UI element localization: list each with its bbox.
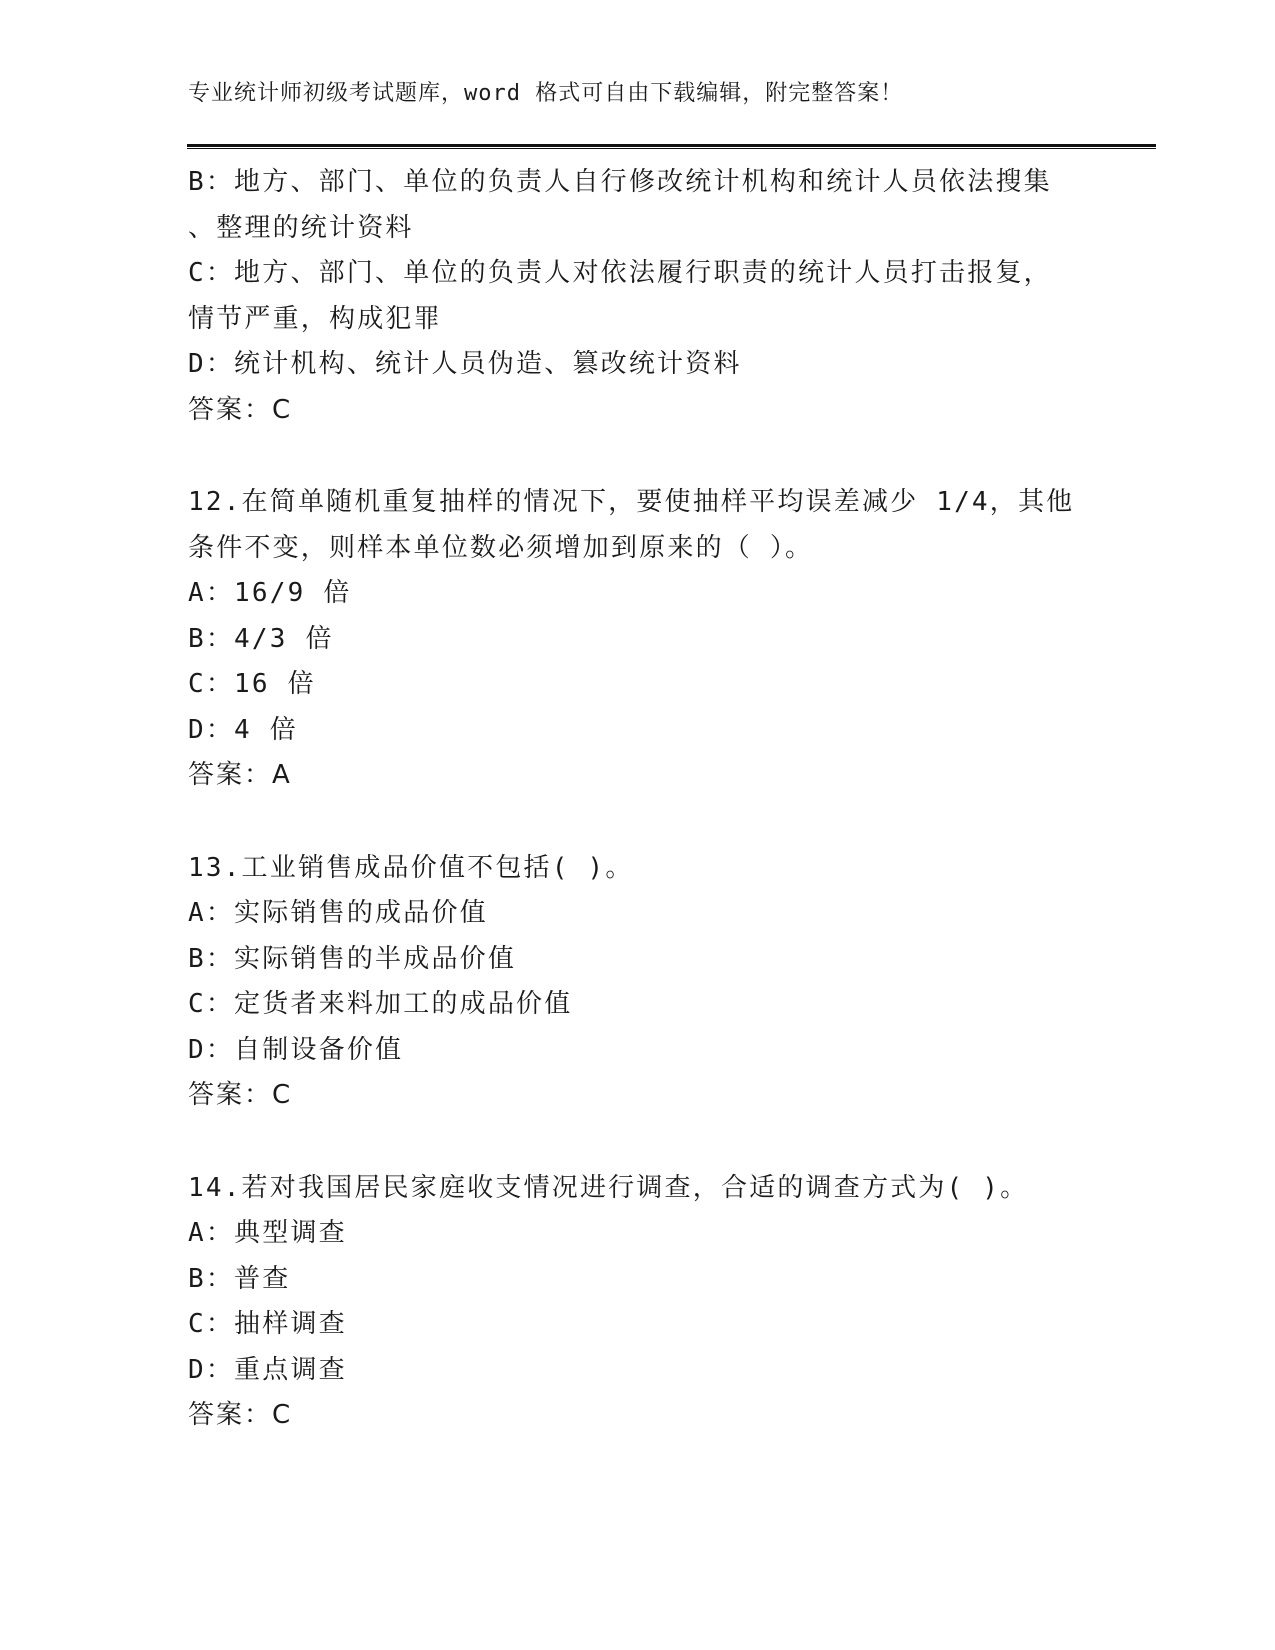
question-stem: 13.工业销售成品价值不包括( )。 <box>188 852 634 883</box>
question-content <box>188 160 1088 1439</box>
option-d: D：4 倍 <box>188 714 298 745</box>
option-c-line-2: 情节严重，构成犯罪 <box>188 303 442 334</box>
question-stem-line-1: 12.在简单随机重复抽样的情况下，要使抽样平均误差减少 1/4，其他 <box>188 487 1075 517</box>
question-stem-line-2: 条件不变，则样本单位数必须增加到原来的（ ）。 <box>188 532 814 563</box>
question-11-continued <box>188 160 1088 433</box>
question-stem: 14.若对我国居民家庭收支情况进行调查，合适的调查方式为( )。 <box>188 1172 1029 1203</box>
option-b: B：实际销售的半成品价值 <box>188 943 517 974</box>
answer: 答案：C <box>188 1080 293 1110</box>
option-b: B：普查 <box>188 1263 291 1294</box>
option-a: A：实际销售的成品价值 <box>188 898 488 928</box>
option-c: C：抽样调查 <box>188 1309 347 1339</box>
option-b-line-2: 、整理的统计资料 <box>188 212 414 243</box>
answer: 答案：C <box>188 394 293 425</box>
answer: 答案：C <box>188 1400 293 1430</box>
header-divider <box>187 144 1156 149</box>
option-a: A：16/9 倍 <box>188 578 352 608</box>
option-b: B：4/3 倍 <box>188 623 334 654</box>
question-13 <box>188 846 1088 1119</box>
option-d: D：自制设备价值 <box>188 1034 404 1065</box>
option-a: A：典型调查 <box>188 1218 347 1248</box>
option-c-line-1: C：地方、部门、单位的负责人对依法履行职责的统计人员打击报复， <box>188 258 1052 288</box>
option-c: C：定货者来料加工的成品价值 <box>188 989 573 1019</box>
question-12 <box>188 480 1088 799</box>
question-14 <box>188 1166 1088 1439</box>
page-header-note: 专业统计师初级考试题库，word 格式可自由下载编辑，附完整答案！ <box>188 81 904 106</box>
option-c: C：16 倍 <box>188 669 316 699</box>
option-b-line-1: B：地方、部门、单位的负责人自行修改统计机构和统计人员依法搜集 <box>188 167 1052 197</box>
option-d: D：统计机构、统计人员伪造、篡改统计资料 <box>188 349 742 379</box>
answer: 答案：A <box>188 760 292 790</box>
option-d: D：重点调查 <box>188 1354 347 1385</box>
